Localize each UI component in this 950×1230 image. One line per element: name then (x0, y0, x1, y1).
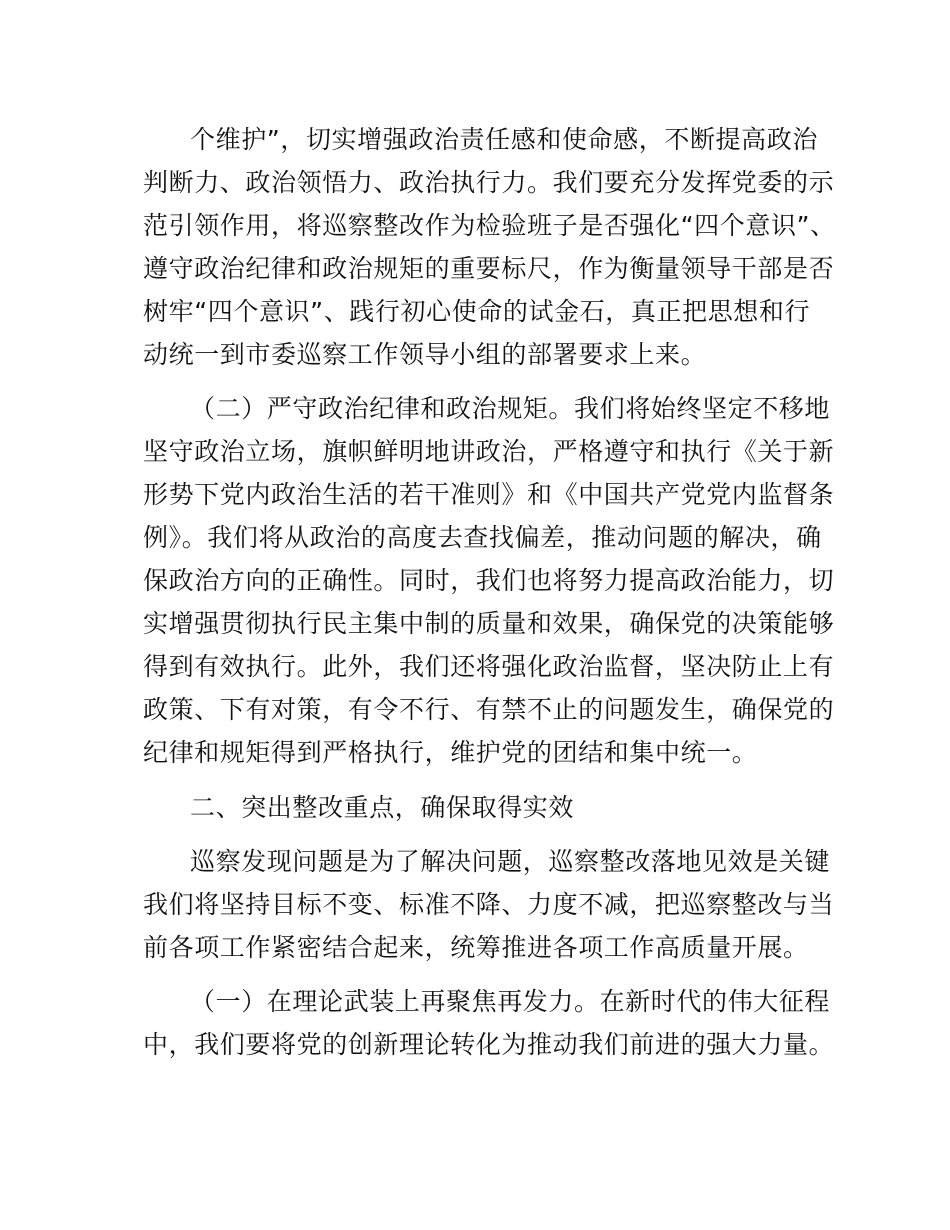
paragraph-4-line-2: 中，我们要将党的创新理论转化为推动我们前进的强大力量。 (143, 1030, 835, 1059)
paragraph-2-line-9: 纪律和规矩得到严格执行，维护党的团结和集中统一。 (143, 738, 758, 767)
paragraph-1-line-6: 动统一到市委巡察工作领导小组的部署要求上来。 (143, 340, 707, 369)
paragraph-2-line-3: 形势下党内政治生活的若干准则》和《中国共产党党内监督条 (143, 480, 835, 509)
paragraph-2-line-4: 例》。我们将从政治的高度去查找偏差，推动问题的解决，确 (143, 523, 822, 552)
paragraph-3-line-2: 我们将坚持目标不变、标准不降、力度不减，把巡察整改与当 (143, 890, 835, 919)
paragraph-2-line-7: 得到有效执行。此外，我们还将强化政治监督，坚决防止上有 (143, 652, 835, 681)
paragraph-1-line-2: 判断力、政治领悟力、政治执行力。我们要充分发挥党委的示 (143, 168, 835, 197)
paragraph-4-line-1: （一）在理论武装上再聚焦再发力。在新时代的伟大征程 (190, 987, 831, 1016)
paragraph-2-line-6: 实增强贯彻执行民主集中制的质量和效果，确保党的决策能够 (143, 609, 835, 638)
paragraph-1-line-5: 树牢“四个意识”、践行初心使命的试金石，真正把思想和行 (143, 297, 811, 326)
paragraph-3-line-3: 前各项工作紧密结合起来，统筹推进各项工作高质量开展。 (143, 933, 809, 962)
paragraph-3-line-1: 巡察发现问题是为了解决问题，巡察整改落地见效是关键 (190, 847, 831, 876)
paragraph-2-line-5: 保政治方向的正确性。同时，我们也将努力提高政治能力，切 (143, 566, 835, 595)
paragraph-1-line-1: 个维护”，切实增强政治责任感和使命感，不断提高政治 (190, 125, 818, 154)
paragraph-2-line-8: 政策、下有对策，有令不行、有禁不止的问题发生，确保党的 (143, 695, 835, 724)
section-heading: 二、突出整改重点，确保取得实效 (190, 793, 575, 822)
paragraph-2-line-2: 坚守政治立场，旗帜鲜明地讲政治，严格遵守和执行《关于新 (143, 437, 835, 466)
paragraph-1-line-3: 范引领作用，将巡察整改作为检验班子是否强化“四个意识”、 (143, 211, 836, 240)
paragraph-1-line-4: 遵守政治纪律和政治规矩的重要标尺，作为衡量领导干部是否 (143, 254, 835, 283)
paragraph-2-line-1: （二）严守政治纪律和政治规矩。我们将始终坚定不移地 (190, 394, 831, 423)
